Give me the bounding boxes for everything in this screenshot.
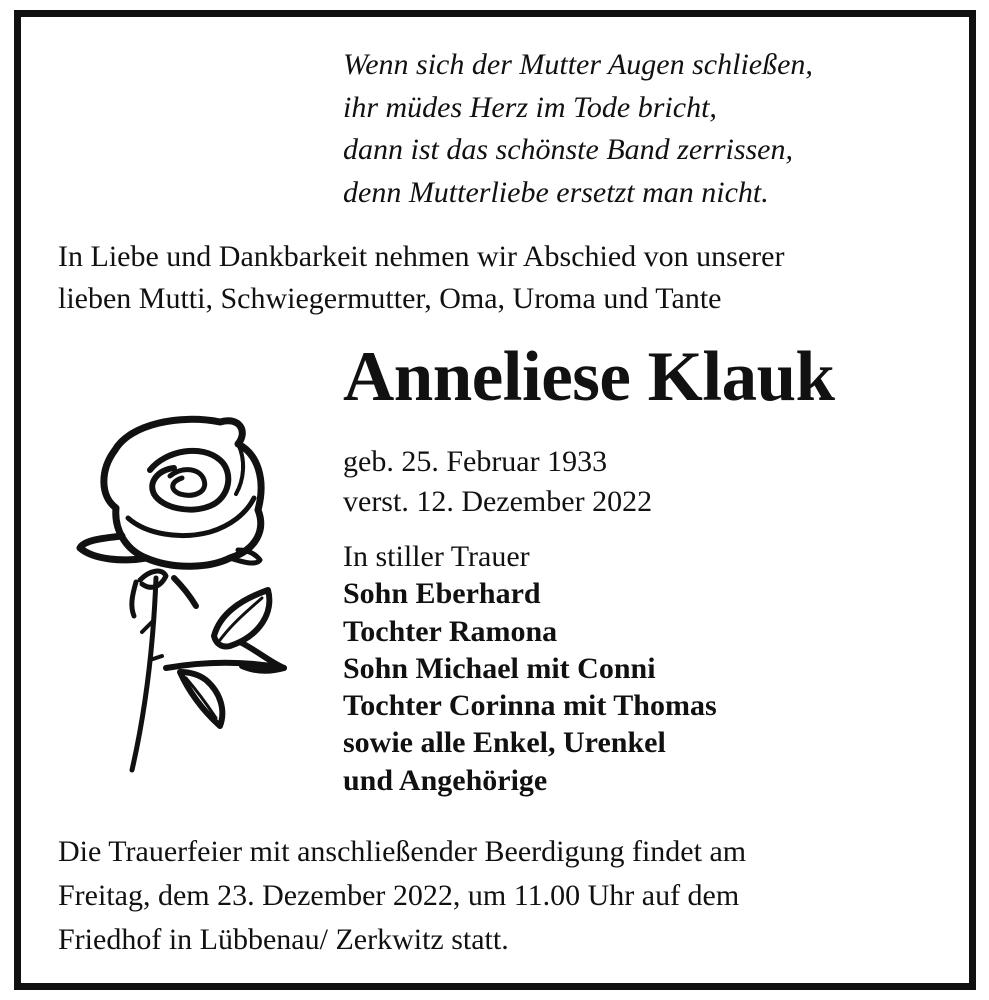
funeral-info-line: Die Trauerfeier mit anschließender Beerdigung findet am [58,835,747,868]
funeral-info-line: Freitag, dem 23. Dezember 2022, um 11.00 Uhr auf dem [58,879,740,912]
poem-line: Wenn sich der Mutter Augen schließen, [343,48,813,81]
poem-line: dann ist das schönste Band zerrissen, [343,133,793,166]
birth-date: geb. 25. Februar 1933 [343,445,608,478]
funeral-info-line: Friedhof in Lübbenau/ Zerkwitz statt. [58,923,509,956]
mourners-heading: In stiller Trauer [343,540,530,573]
mourner-name: Sohn Eberhard [343,577,541,611]
death-date: verst. 12. Dezember 2022 [343,485,653,518]
mourner-name: sowie alle Enkel, Urenkel [343,726,666,760]
funeral-info [58,830,746,962]
intro-line: lieben Mutti, Schwiegermutter, Oma, Uroma und Tante [58,282,722,315]
poem-line: ihr müdes Herz im Tode bricht, [343,90,717,124]
poem [343,44,813,214]
mourner-name: und Angehörige [343,763,548,797]
life-dates [343,442,652,522]
mourner-name: Tochter Corinna mit Thomas [343,689,717,723]
mourner-name: Sohn Michael mit Conni [343,651,656,685]
mourner-name: Tochter Ramona [343,614,558,648]
poem-line: denn Mutterliebe ersetzt man nicht. [343,175,769,209]
intro-line: In Liebe und Dankbarkeit nehmen wir Abschied von unserer [58,240,785,273]
mourners-list [343,538,717,799]
intro-text [58,236,784,320]
deceased-name: Anneliese Klauk [343,338,835,416]
rose-icon [70,410,295,780]
